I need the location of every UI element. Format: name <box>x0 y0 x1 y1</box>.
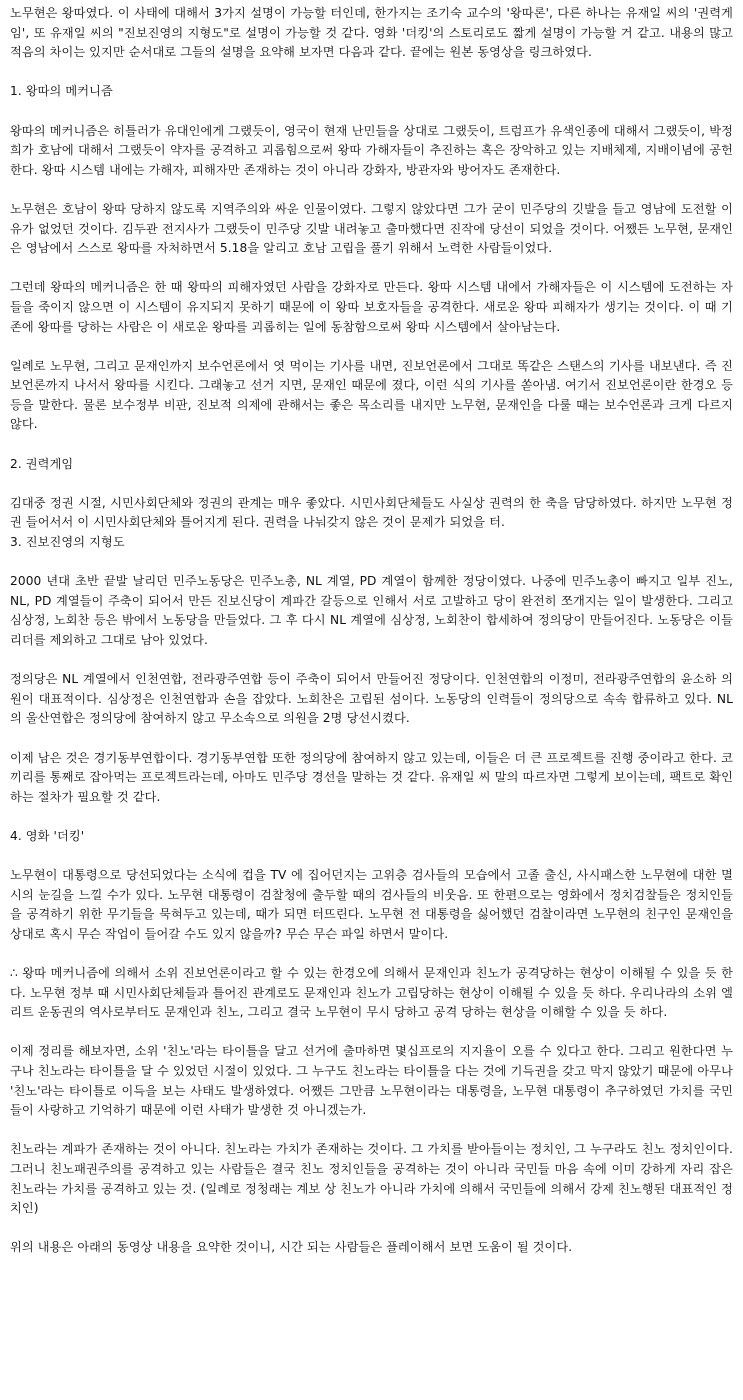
section-heading-bullying-mechanism: 1. 왕따의 메커니즘 <box>10 84 113 99</box>
conclusion-paragraph-1: ∴ 왕따 메커니즘에 의해서 소위 진보언론이라고 할 수 있는 한경오에 의해서 문재인과 친노가 공격당하는 현상이 이해될 수 있을 듯 한다. 노무현 정부 때 시민사회단체들과 틀어진 관계로도 문재인과 친노가 고립당하는 현상이 이해될 수 있을 듯 하다. 우리나라의 소위 엘리트 운동권의 역사로부터도 문재인과 친노, 그리고 결국 노무현이 무시 당하고 공격 당하는 현상을 이해할 수 있을 듯 하다. <box>10 966 733 1020</box>
section1-paragraph-2: 노무현은 호남이 왕따 당하지 않도록 지역주의와 싸운 인물이였다. 그렇지 않았다면 그가 굳이 민주당의 깃발을 들고 영남에 도전할 이유가 없었던 것이다. 김두관 전지사가 그랬듯이 민주당 깃발 내려놓고 출마했다면 진작에 당선이 되었을 것이다. 어쨌든 노무현, 문재인은 영남에서 스스로 왕따를 자처하면서 5.18을 알리고 호남 고립을 풀기 위해서 노력한 사람들이었다. <box>10 201 733 256</box>
section3-paragraph-3: 이제 남은 것은 경기동부연합이다. 경기동부연합 또한 정의당에 참여하지 않고 있는데, 이들은 더 큰 프로젝트를 진행 중이라고 한다. 코끼리를 통째로 잡아먹는 프로젝트라는데, 아마도 민주당 경선을 말하는 것 같다. 유재일 씨 말의 따르자면 그렇게 보이는데, 팩트로 확인하는 절차가 필요할 것 같다. <box>10 750 733 804</box>
section1-paragraph-1: 왕따의 메커니즘은 히틀러가 유대인에게 그랬듯이, 영국이 현재 난민들을 상대로 그랬듯이, 트럼프가 유색인종에 대해서 그랬듯이, 박정희가 호남에 대해서 그랬듯이 약자를 공격하고 괴롭힘으로써 왕따 가해자들이 추진하는 혹은 장악하고 있는 지배체제, 지배이념에 공헌한다. 왕따 시스템 내에는 가해자, 피해자만 존재하는 것이 아니라 강화자, 방관자와 방어자도 존재한다. <box>10 123 733 177</box>
section-heading-power-game: 2. 권력게임 <box>10 456 74 471</box>
section1-paragraph-3: 그런데 왕따의 메커니즘은 한 때 왕따의 피해자였던 사람을 강화자로 만든다. 왕따 시스템 내에서 가해자들은 이 시스템에 도전하는 자들을 죽이지 않으면 이 시스템이 유지되지 못하기 때문에 이 왕따 보호자들을 공격한다. 새로운 왕따 피해자가 생기는 것이다. 이 때 기존에 왕따를 당하는 사람은 이 새로운 왕따를 괴롭히는 일에 동참함으로써 왕따 시스템에서 살아남는다. <box>10 280 733 334</box>
section3-paragraph-2: 정의당은 NL 계열에서 인천연합, 전라광주연합 등이 주축이 되어서 만들어진 정당이다. 인천연합의 이정미, 전라광주연합의 윤소하 의원이 대표적이다. 심상정은 인천연합과 손을 잡았다. 노회찬은 고립된 섬이다. 노동당의 인력들이 정의당으로 속속 합류하고 있다. NL 의 울산연합은 정의당에 참여하지 않고 무소속으로 의원을 2명 당선시켰다. <box>10 672 733 726</box>
conclusion-paragraph-3: 친노라는 계파가 존재하는 것이 아니다. 친노라는 가치가 존재하는 것이다. 그 가치를 받아들이는 정치인, 그 누구라도 친노 정치인이다. 그러니 친노패권주의를 공격하고 있는 사람들은 결국 친노 정치인들을 공격하는 것이 아니라 국민들 마음 속에 이미 강하게 자리 잡은 친노라는 가치를 공격하고 있는 것. (일례로 정청래는 계보 상 친노가 아니라 가치에 의해서 국민들에 의해서 강제 친노행된 대표적인 정치인) <box>10 1142 733 1216</box>
section-heading-progressive-map: 3. 진보진영의 지형도 <box>10 535 125 550</box>
conclusion-paragraph-2: 이제 정리를 해보자면, 소위 '친노'라는 타이틀을 달고 선거에 출마하면 몇십프로의 지지율이 오를 수 있다고 한다. 그리고 원한다면 누구나 친노라는 타이틀을 달 수 있었던 시절이 있었다. 그 누구도 친노라는 타이틀을 다는 것에 기득권을 갖고 막지 않았기 때문에 아무나 '친노'라는 타이틀로 이득을 보는 사태도 발생하였다. 어쨌든 그만큼 노무현이라는 대통령을, 노무현 대통령이 추구하였던 가치를 국민들이 사랑하고 기억하기 때문에 이런 사태가 발생한 것 아니겠는가. <box>10 1044 733 1118</box>
intro-paragraph: 노무현은 왕따였다. 이 사태에 대해서 3가지 설명이 가능할 터인데, 한가지는 조기숙 교수의 '왕따론', 다른 하나는 유재일 씨의 '권력게임', 또 유재일 씨의 "진보진영의 지형도"로 설명이 가능할 것 같다. 영화 '더킹'의 스토리로도 짧게 설명이 가능할 거 같고. 내용의 많고 적음의 차이는 있지만 순서대로 그들의 설명을 요약해 보자면 다음과 같다. 끝에는 원본 동영상을 링크하였다. <box>10 6 733 60</box>
section1-paragraph-4: 일례로 노무현, 그리고 문재인까지 보수언론에서 엿 먹이는 기사를 내면, 진보언론에서 그대로 똑같은 스탠스의 기사를 내보낸다. 즉 진보언론까지 나서서 왕따를 시킨다. 그래놓고 선거 지면, 문재인 때문에 졌다, 이런 식의 기사를 쏟아냄. 여기서 진보언론이란 한경오 등등을 말한다. 물론 보수정부 비판, 진보적 의제에 관해서는 좋은 목소리를 내지만 노무현, 문재인을 다룰 때는 보수언론과 크게 다르지 않다. <box>10 358 733 432</box>
closing-paragraph: 위의 내용은 아래의 동영상 내용을 요약한 것이니, 시간 되는 사람들은 플레이해서 보면 도움이 될 것이다. <box>10 1240 573 1255</box>
section3-paragraph-1: 2000 년대 초반 끝발 날리던 민주노동당은 민주노총, NL 계열, PD 계열이 함께한 정당이였다. 나중에 민주노총이 빠지고 일부 진노, NL, PD 계열들이 주축이 되어서 만든 진보신당이 계파간 갈등으로 인해서 서로 고발하고 당이 완전히 쪼개지는 일이 발생한다. 그리고 심상정, 노회찬 등은 밖에서 노동당을 만들었다. 그 후 다시 NL 계열에 심상정, 노회찬이 합세하여 정의당이 만들어진다. 노동당은 이들 리더를 제외하고 그대로 남아 있었다. <box>10 574 733 647</box>
section2-paragraph-1: 김대중 정권 시절, 시민사회단체와 정권의 관계는 매우 좋았다. 시민사회단체들도 사실상 권력의 한 축을 담당하였다. 하지만 노무현 정권 들어서서 이 시민사회단체와 틀어지게 된다. 권력을 나눠갖지 않은 것이 문제가 되었을 터. <box>10 495 733 530</box>
section-heading-the-king-movie: 4. 영화 '더킹' <box>10 828 85 843</box>
section4-paragraph-1: 노무현이 대통령으로 당선되었다는 소식에 컵을 TV 에 집어던지는 고위층 검사들의 모습에서 고졸 출신, 사시패스한 노무현에 대한 멸시의 눈길을 느낄 수가 있다. 노무현 대통령이 검찰청에 출두할 때의 검사들의 비웃음. 또 한편으로는 영화에서 정치검찰들은 정치인들을 공격하기 위한 무기들을 묵혀두고 있는데, 때가 되면 터뜨린다. 노무현 전 대통령을 싫어했던 검찰이라면 노무현의 친구인 문재인을 상대로 혹시 무슨 작업이 들어갈 수도 있지 않을까? 무슨 무슨 파일 하면서 말이다. <box>10 868 733 941</box>
